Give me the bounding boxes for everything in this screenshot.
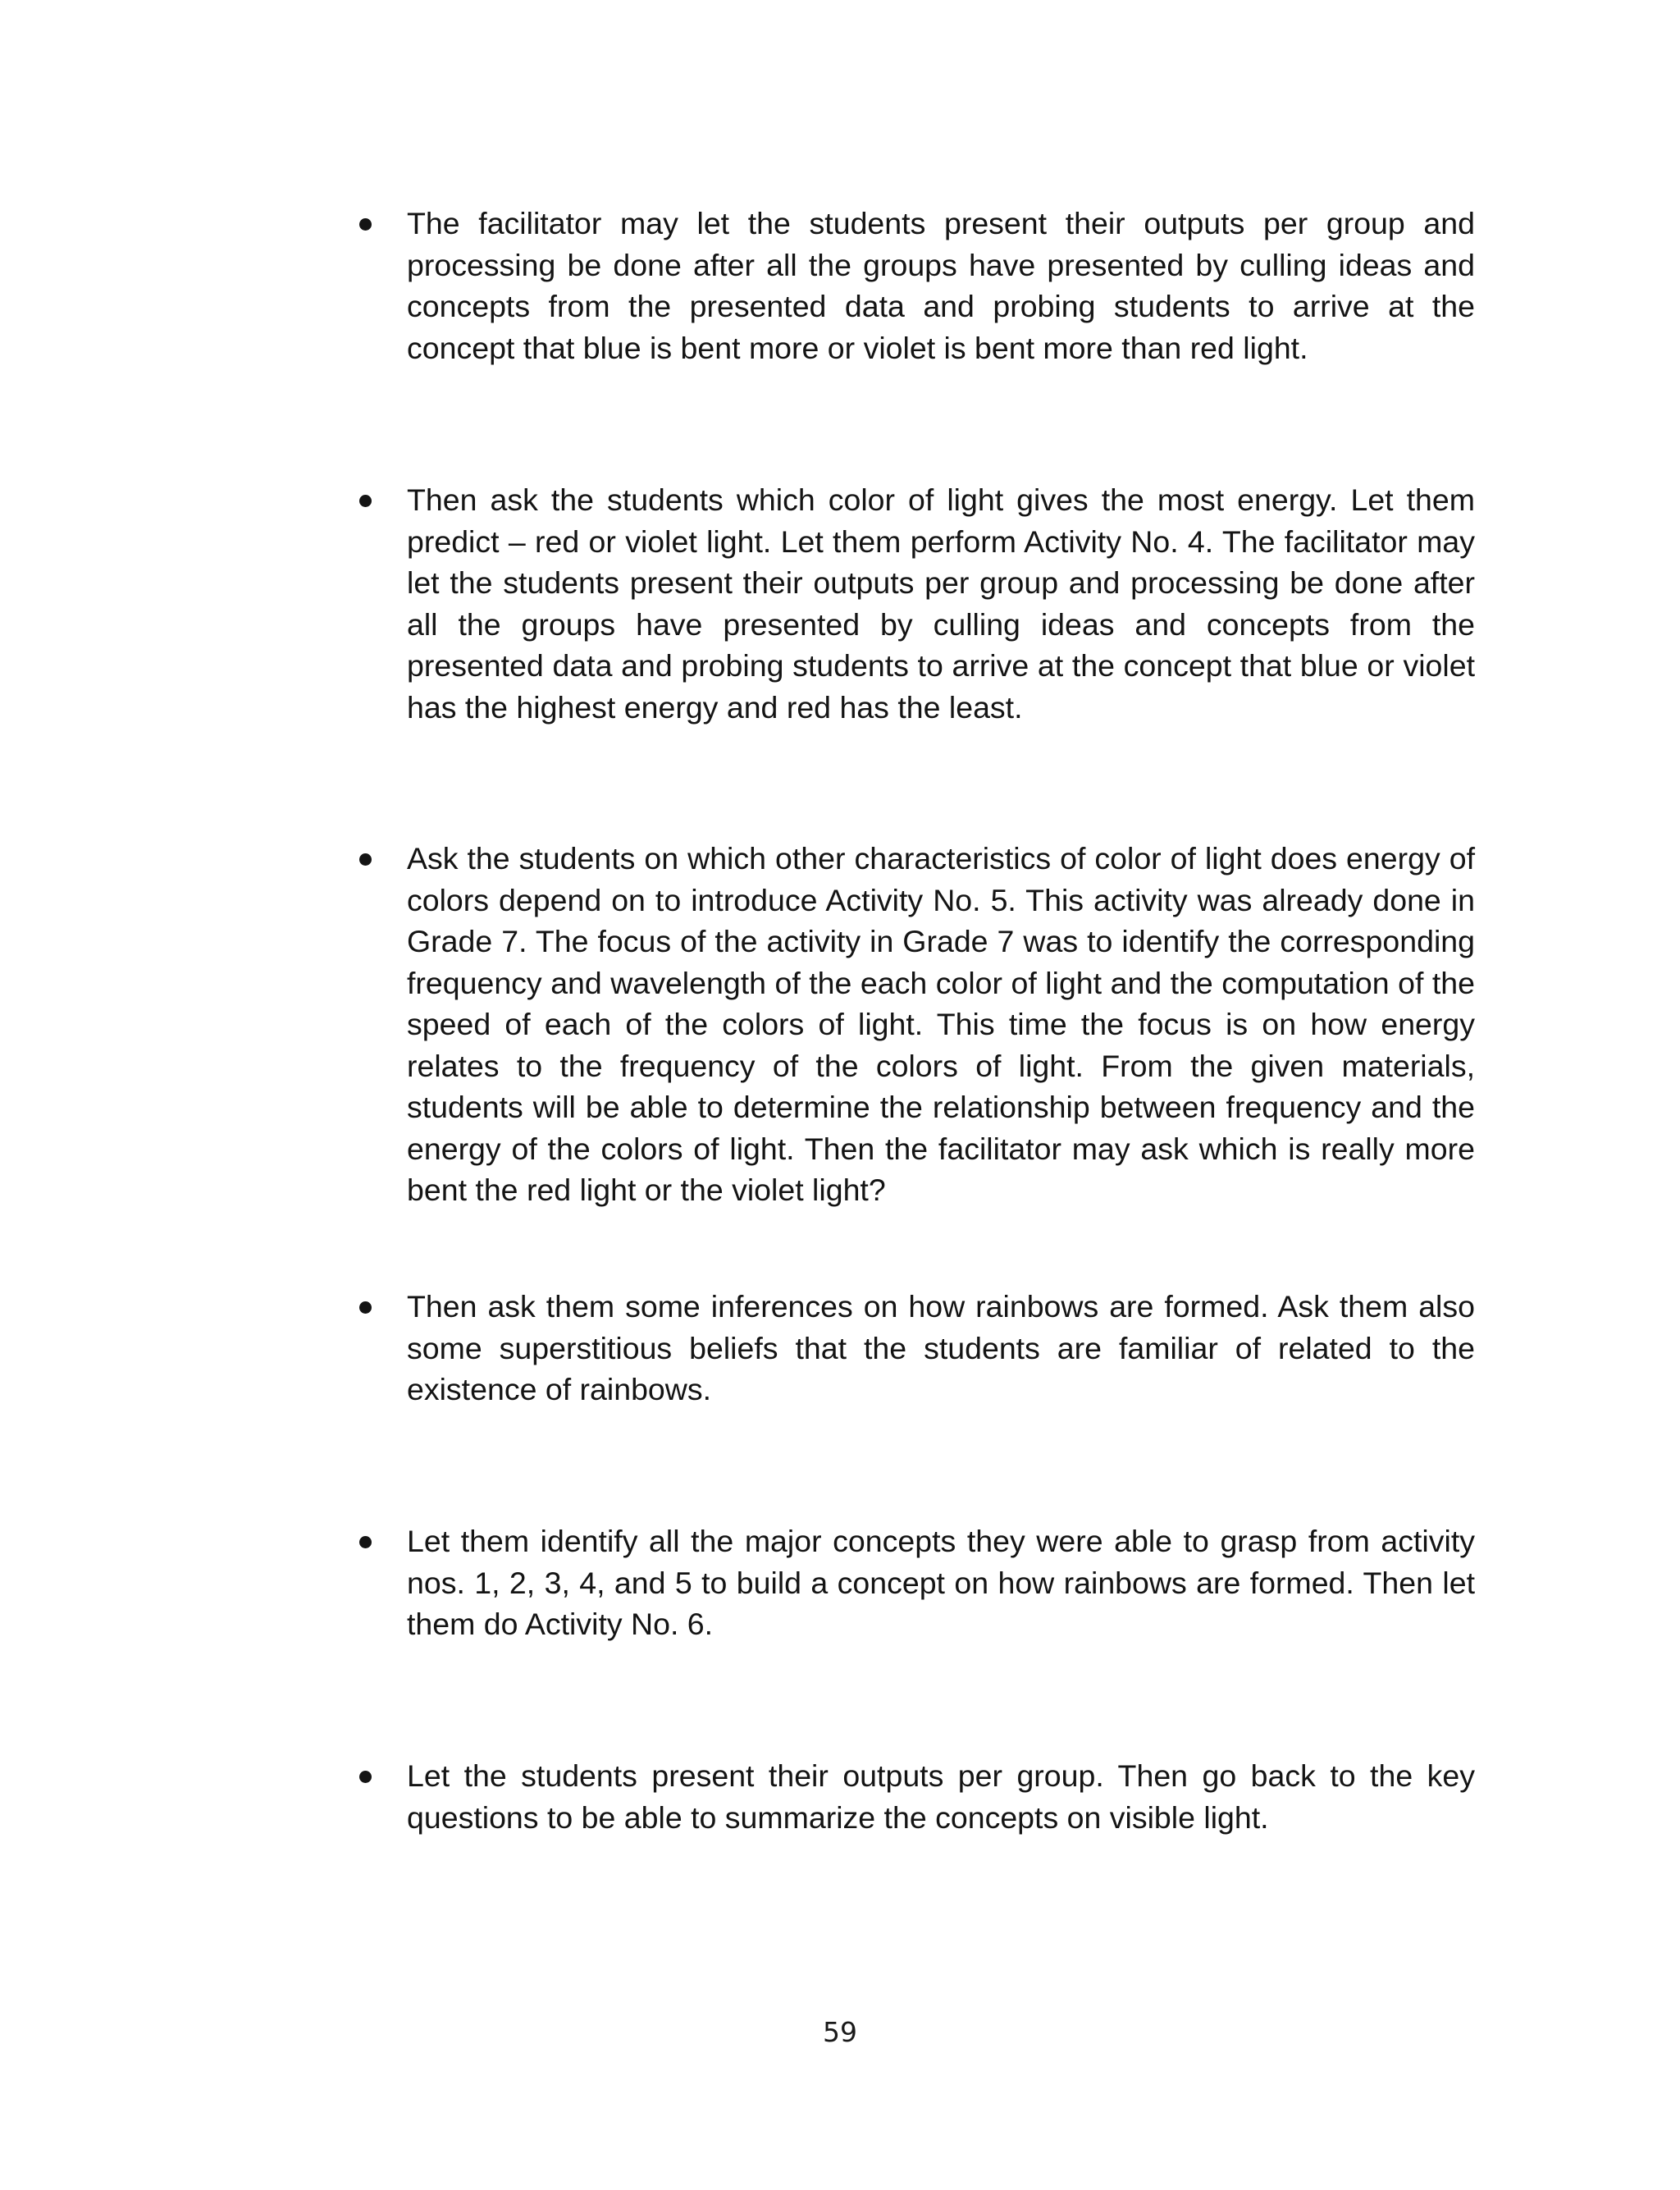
bullet-text: Let the students present their outputs per group. Then go back to the key questions to be able to summarize the concepts on visible light. [407, 1758, 1475, 1835]
bullet-dot-icon [359, 1771, 372, 1783]
page-number: 59 [823, 2016, 857, 2048]
bullet-text: Then ask them some inferences on how rainbows are formed. Ask them also some superstitious beliefs that the students are familiar of related to the existence of rainbows. [407, 1289, 1475, 1406]
bullet-dot-icon [359, 495, 372, 507]
bullet-text: Then ask the students which color of light gives the most energy. Let them predict – red or violet light. Let them perform Activity No. 4. The facilitator may let the students present their outputs per group and processing be done after all the groups have presented by culling ideas and concepts from the presented data and probing students to arrive at the concept that blue or violet has the highest energy and red has the least. [407, 482, 1475, 725]
bullet-text: The facilitator may let the students present their outputs per group and processing be done after all the groups have presented by culling ideas and concepts from the presented data and probing students to arrive at the concept that blue is bent more or violet is bent more than red light. [407, 206, 1475, 365]
bullet-text: Let them identify all the major concepts they were able to grasp from activity nos. 1, 2, 3, 4, and 5 to build a concept on how rainbows are formed. Then let them do Activity No. 6. [407, 1524, 1475, 1641]
bullet-dot-icon [359, 853, 372, 866]
bullet-dot-icon [359, 218, 372, 231]
bullet-dot-icon [359, 1301, 372, 1314]
bullet-dot-icon [359, 1536, 372, 1548]
bullet-text: Ask the students on which other characteristics of color of light does energy of colors depend on to introduce Activity No. 5. This activity was already done in Grade 7. The focus of the activity in Grade 7 was to identify the corresponding frequency and wavelength of the each color of light and the computation of the speed of each of the colors of light. This time the focus is on how energy relates to the frequency of the colors of light. From the given materials, students will be able to determine the relationship between frequency and the energy of the colors of light. Then the facilitator may ask which is really more bent the red light or the violet light? [407, 841, 1475, 1207]
